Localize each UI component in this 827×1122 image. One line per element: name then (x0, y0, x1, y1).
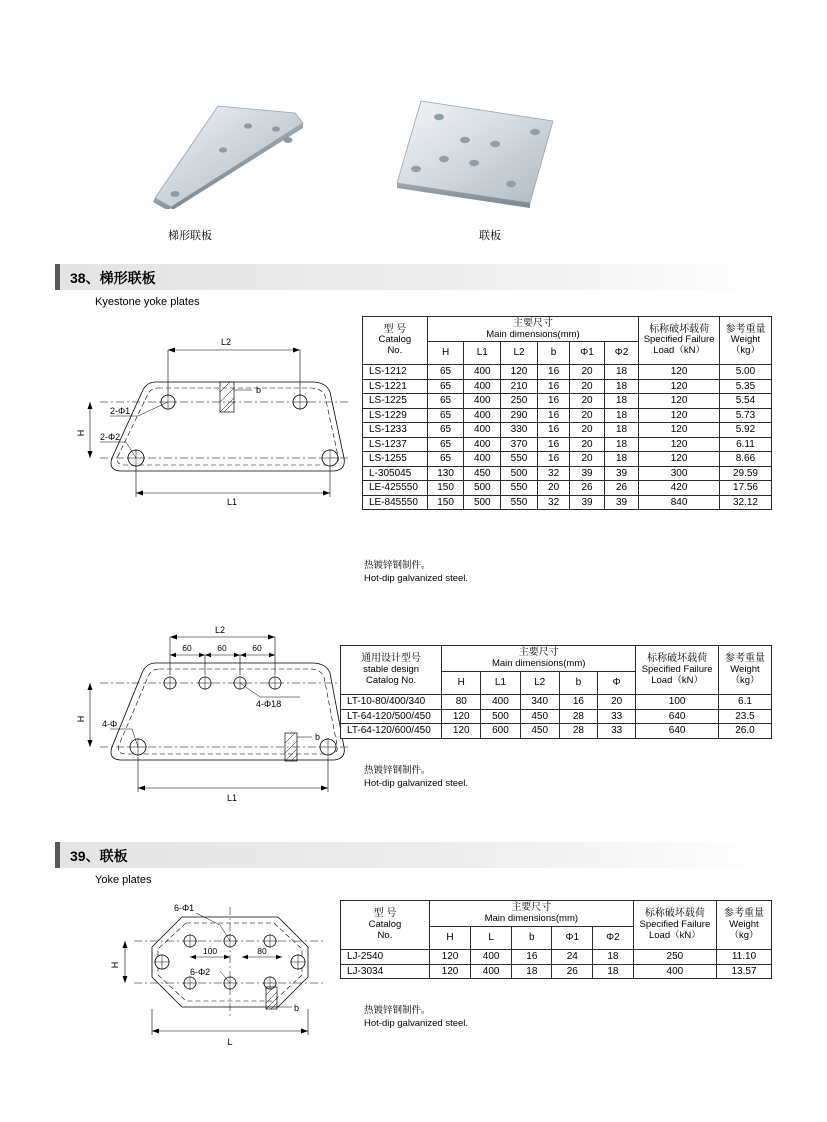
dim-label-b-2: b (315, 732, 321, 742)
cell-load: 420 (639, 481, 720, 496)
th3-weight-cn: 参考重量 (724, 908, 764, 920)
cell-load: 100 (636, 695, 719, 710)
cell-b: 16 (537, 452, 569, 467)
dim-label-4-phi: 4-Φ (102, 719, 118, 729)
table-row (341, 724, 772, 739)
th2-load-en-1: Specified Failure (641, 663, 713, 675)
cell-l1: 600 (481, 724, 520, 739)
cell-phi1: 39 (570, 466, 604, 481)
th2-main-en: Main dimensions(mm) (491, 657, 586, 669)
th2-catalog-en-2: Catalog No. (365, 674, 417, 686)
th-sub-l2: L2 (501, 342, 538, 365)
th3-load-en-2: Load（kN） (648, 929, 701, 941)
cell-b: 18 (512, 964, 552, 979)
cell-weight: 8.66 (719, 452, 771, 467)
cell-load: 120 (639, 365, 720, 380)
cell-l1: 500 (464, 495, 501, 510)
cell-h: 120 (442, 709, 481, 724)
cell-catalog: LE-425550 (363, 481, 428, 496)
cell-phi2: 39 (604, 495, 638, 510)
cell-phi2: 18 (593, 964, 634, 979)
cell-h: 65 (427, 437, 464, 452)
spec-table-yoke-plates (340, 900, 772, 979)
cell-catalog: LT-64-120/600/450 (341, 724, 442, 739)
dim-label-4-phi18: 4-Φ18 (256, 699, 282, 709)
product-photo-row (0, 85, 827, 250)
cell-h: 65 (427, 394, 464, 409)
th-load-en-2: Load（kN） (653, 345, 705, 357)
section-header-38 (55, 264, 772, 290)
section-38-subtitle: Kyestone yoke plates (95, 296, 200, 308)
cell-l2: 290 (501, 408, 538, 423)
cell-l2: 450 (520, 709, 559, 724)
dim-label-l: L (227, 1037, 233, 1047)
cell-catalog: LS-1237 (363, 437, 428, 452)
note-en: Hot-dip galvanized steel. (364, 1017, 469, 1029)
section-38-number: 38、梯形联板 (70, 270, 156, 286)
cell-phi2: 26 (604, 481, 638, 496)
th-sub-l1: L1 (464, 342, 501, 365)
cell-weight: 5.73 (719, 408, 771, 423)
table-row (341, 709, 772, 724)
cell-weight: 5.00 (719, 365, 771, 380)
cell-b: 28 (559, 724, 597, 739)
th2-load-en-2: Load（kN） (651, 674, 703, 686)
table-row (363, 423, 772, 438)
cell-catalog: LJ-2540 (341, 950, 430, 965)
cell-l: 400 (471, 950, 512, 965)
th2-sub-h: H (442, 672, 481, 695)
dim-label-80: 80 (257, 946, 267, 956)
cell-b: 16 (537, 437, 569, 452)
th-load-en-1: Specified Failure (643, 334, 715, 346)
technical-drawing-kyestone-plate-1 (60, 330, 350, 510)
th3-weight-en-1: Weight (729, 918, 759, 930)
cell-l2: 450 (520, 724, 559, 739)
cell-l1: 400 (464, 394, 501, 409)
cell-weight: 6.11 (719, 437, 771, 452)
th-load-cn: 标称破坏载荷 (649, 323, 710, 335)
cell-phi1: 20 (570, 452, 604, 467)
dim-label-60-b: 60 (217, 643, 227, 653)
cell-catalog: LE-845550 (363, 495, 428, 510)
cell-l2: 550 (501, 452, 538, 467)
cell-l1: 400 (464, 408, 501, 423)
table-row (363, 408, 772, 423)
cell-weight: 13.57 (717, 964, 772, 979)
cell-phi1: 26 (570, 481, 604, 496)
cell-l2: 550 (501, 495, 538, 510)
cell-phi1: 20 (570, 408, 604, 423)
dim-label-h-2: H (76, 715, 86, 723)
th3-catalog-en-2: No. (377, 929, 393, 941)
cell-l2: 250 (501, 394, 538, 409)
th3-weight-en-2: （kg） (729, 929, 759, 941)
cell-phi2: 18 (604, 423, 638, 438)
cell-b: 16 (512, 950, 552, 965)
th-weight-en-2: （kg） (730, 345, 760, 357)
dim-label-60-a: 60 (182, 643, 192, 653)
dim-label-60-c: 60 (252, 643, 262, 653)
th-catalog-cn: 型 号 (383, 323, 407, 335)
th-sub-phi1: Φ1 (570, 342, 604, 365)
cell-load: 120 (639, 423, 720, 438)
cell-weight: 23.5 (718, 709, 771, 724)
cell-l2: 120 (501, 365, 538, 380)
dim-label-l2-top: L2 (220, 337, 232, 347)
cell-b: 32 (537, 495, 569, 510)
cell-weight: 5.54 (719, 394, 771, 409)
cell-weight: 17.56 (719, 481, 771, 496)
cell-phi1: 24 (552, 950, 593, 965)
th2-main-cn: 主要尺寸 (518, 647, 559, 659)
cell-load: 840 (639, 495, 720, 510)
cell-load: 120 (639, 408, 720, 423)
cell-catalog: LJ-3034 (341, 964, 430, 979)
th3-sub-h: H (429, 927, 470, 950)
cell-catalog: LT-64-120/500/450 (341, 709, 442, 724)
cell-load: 300 (639, 466, 720, 481)
note-cn: 热镀锌钢制件。 (364, 560, 431, 571)
th3-sub-b: b (512, 927, 552, 950)
cell-weight: 26.0 (718, 724, 771, 739)
cell-l1: 400 (464, 365, 501, 380)
cell-phi1: 39 (570, 495, 604, 510)
cell-b: 16 (537, 394, 569, 409)
th2-sub-l1: L1 (481, 672, 520, 695)
cell-phi2: 18 (604, 408, 638, 423)
table-row (363, 495, 772, 510)
cell-weight: 29.59 (719, 466, 771, 481)
dim-label-h-3: H (110, 961, 120, 969)
cell-catalog: LT-10-80/400/340 (341, 695, 442, 710)
dim-label-l1-bottom: L1 (226, 497, 238, 507)
th-sub-b: b (537, 342, 569, 365)
cell-phi2: 39 (604, 466, 638, 481)
cell-l2: 550 (501, 481, 538, 496)
cell-b: 16 (537, 379, 569, 394)
th2-sub-b: b (559, 672, 597, 695)
table-row (363, 452, 772, 467)
cell-phi2: 18 (604, 437, 638, 452)
cell-b: 16 (537, 365, 569, 380)
cell-b: 16 (537, 423, 569, 438)
table-row (363, 379, 772, 394)
cell-catalog: LS-1212 (363, 365, 428, 380)
th2-sub-l2: L2 (520, 672, 559, 695)
dim-label-100: 100 (202, 946, 218, 956)
cell-phi: 20 (598, 695, 636, 710)
note-en: Hot-dip galvanized steel. (364, 777, 469, 789)
table-row (341, 695, 772, 710)
cell-phi1: 20 (570, 437, 604, 452)
table-row (363, 365, 772, 380)
cell-b: 28 (559, 709, 597, 724)
cell-phi2: 18 (604, 394, 638, 409)
table-note-39 (364, 1005, 468, 1031)
th-sub-h: H (427, 342, 464, 365)
table-note-38-2 (364, 765, 468, 791)
th-main-cn: 主要尺寸 (512, 318, 553, 329)
cell-weight: 5.35 (719, 379, 771, 394)
cell-load: 250 (633, 950, 716, 965)
technical-drawing-yoke-plate (70, 895, 340, 1050)
cell-phi2: 18 (604, 365, 638, 380)
cell-l1: 450 (464, 466, 501, 481)
cell-phi1: 20 (570, 394, 604, 409)
spec-table-stable-design (340, 645, 772, 739)
dim-label-l2-2: L2 (214, 625, 226, 635)
cell-h: 150 (427, 495, 464, 510)
cell-l2: 370 (501, 437, 538, 452)
cell-h: 120 (442, 724, 481, 739)
section-39-number: 39、联板 (70, 848, 128, 864)
cell-h: 65 (427, 423, 464, 438)
note-cn: 热镀锌钢制件。 (364, 765, 431, 776)
dim-label-phi2: 2-Φ2 (100, 432, 121, 442)
cell-phi1: 20 (570, 365, 604, 380)
cell-b: 20 (537, 481, 569, 496)
cell-b: 16 (537, 408, 569, 423)
cell-weight: 11.10 (717, 950, 772, 965)
th3-main-en: Main dimensions(mm) (484, 912, 579, 924)
cell-load: 120 (639, 437, 720, 452)
cell-phi1: 20 (570, 379, 604, 394)
th3-sub-phi2: Φ2 (593, 927, 634, 950)
cell-l2: 330 (501, 423, 538, 438)
cell-catalog: LS-1255 (363, 452, 428, 467)
th3-catalog-en-1: Catalog (368, 918, 402, 930)
dim-label-6-phi1: 6-Φ1 (174, 903, 195, 913)
dim-label-phi1: 2-Φ1 (110, 406, 131, 416)
cell-weight: 32.12 (719, 495, 771, 510)
th-main-en: Main dimensions(mm) (486, 328, 580, 340)
cell-load: 640 (636, 724, 719, 739)
th-catalog-en-2: No. (387, 345, 403, 357)
cell-l1: 500 (481, 709, 520, 724)
table-row (363, 466, 772, 481)
cell-b: 32 (537, 466, 569, 481)
dim-label-b: b (256, 385, 262, 395)
cell-h: 130 (427, 466, 464, 481)
cell-l1: 500 (464, 481, 501, 496)
note-en: Hot-dip galvanized steel. (364, 572, 469, 584)
cell-l: 400 (471, 964, 512, 979)
cell-load: 640 (636, 709, 719, 724)
cell-l2: 210 (501, 379, 538, 394)
th2-weight-en-1: Weight (730, 663, 760, 675)
cell-phi2: 18 (604, 452, 638, 467)
product-photo-kyestone-yoke-plate (145, 99, 315, 209)
product-photo-yoke-plate (385, 91, 570, 216)
cell-weight: 6.1 (718, 695, 771, 710)
cell-phi2: 18 (593, 950, 634, 965)
th-catalog-en-1: Catalog (378, 334, 412, 346)
table-row (363, 481, 772, 496)
dim-label-6-phi2: 6-Φ2 (190, 967, 211, 977)
th3-sub-phi1: Φ1 (552, 927, 593, 950)
th3-catalog-cn: 型 号 (373, 908, 397, 920)
section-header-39 (55, 842, 772, 868)
th-weight-cn: 参考重量 (725, 323, 766, 335)
cell-phi1: 20 (570, 423, 604, 438)
cell-h: 65 (427, 365, 464, 380)
table-row (341, 964, 772, 979)
th3-load-en-1: Specified Failure (639, 918, 711, 930)
cell-h: 65 (427, 452, 464, 467)
cell-catalog: LS-1229 (363, 408, 428, 423)
dim-label-b-3: b (294, 1003, 300, 1013)
cell-h: 150 (427, 481, 464, 496)
th3-load-cn: 标称破坏载荷 (644, 908, 705, 920)
cell-catalog: LS-1233 (363, 423, 428, 438)
dim-label-h: H (76, 429, 86, 437)
cell-phi: 33 (598, 709, 636, 724)
th-sub-phi2: Φ2 (604, 342, 638, 365)
cell-l1: 400 (464, 437, 501, 452)
table-row (341, 950, 772, 965)
section-39-subtitle: Yoke plates (95, 874, 152, 886)
cell-phi2: 18 (604, 379, 638, 394)
cell-weight: 5.92 (719, 423, 771, 438)
cell-h: 80 (442, 695, 481, 710)
photo-caption-right: 联板 (479, 230, 501, 242)
cell-phi: 33 (598, 724, 636, 739)
th2-weight-cn: 参考重量 (724, 653, 765, 665)
cell-load: 120 (639, 394, 720, 409)
th3-main-cn: 主要尺寸 (511, 902, 552, 914)
th-weight-en-1: Weight (730, 334, 761, 346)
th2-load-cn: 标称破坏载荷 (647, 653, 708, 665)
cell-catalog: LS-1225 (363, 394, 428, 409)
cell-b: 16 (559, 695, 597, 710)
cell-catalog: L-305045 (363, 466, 428, 481)
cell-h: 120 (429, 950, 470, 965)
table-note-38-1 (364, 560, 468, 586)
photo-caption-left: 梯形联板 (168, 230, 212, 242)
technical-drawing-kyestone-plate-2 (60, 625, 350, 810)
cell-phi1: 26 (552, 964, 593, 979)
th2-catalog-cn: 通用设计型号 (361, 653, 422, 665)
cell-l1: 400 (464, 379, 501, 394)
cell-load: 120 (639, 379, 720, 394)
table-row (363, 394, 772, 409)
th2-sub-phi: Φ (598, 672, 636, 695)
spec-table-kyestone-yoke-plates (362, 316, 772, 510)
th2-weight-en-2: （kg） (730, 674, 760, 686)
th3-sub-l: L (471, 927, 512, 950)
dim-label-l1-2: L1 (226, 793, 238, 803)
cell-h: 65 (427, 408, 464, 423)
table-row (363, 437, 772, 452)
cell-load: 120 (639, 452, 720, 467)
cell-l1: 400 (464, 423, 501, 438)
cell-h: 65 (427, 379, 464, 394)
cell-l1: 400 (481, 695, 520, 710)
cell-h: 120 (429, 964, 470, 979)
th2-catalog-en-1: stable design (363, 663, 420, 675)
cell-l1: 400 (464, 452, 501, 467)
note-cn: 热镀锌钢制件。 (364, 1005, 431, 1016)
cell-load: 400 (633, 964, 716, 979)
cell-l2: 500 (501, 466, 538, 481)
cell-l2: 340 (520, 695, 559, 710)
cell-catalog: LS-1221 (363, 379, 428, 394)
